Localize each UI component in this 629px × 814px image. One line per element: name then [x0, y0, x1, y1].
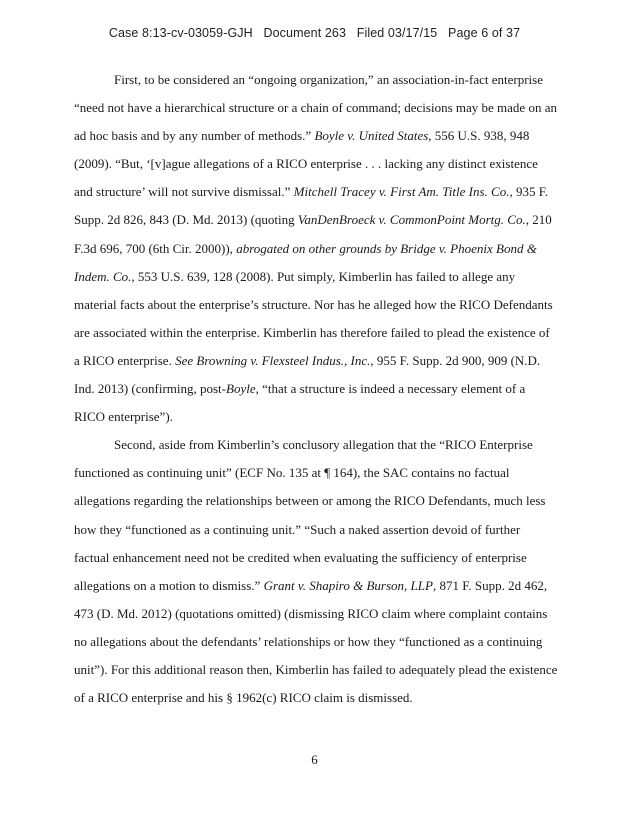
text-run: , 210 F.3d 696, 700 (6th Cir. 2000)), [74, 212, 552, 256]
page-number: 6 [311, 752, 318, 767]
citation-italic-run: VanDenBroeck v. CommonPoint Mortg. Co. [297, 212, 526, 228]
citation-italic-run: Grant v. Shapiro & Burson, LLP [263, 577, 433, 593]
paragraph [74, 431, 558, 712]
citation-italic-run: See Browning v. Flexsteel Indus., Inc. [175, 352, 371, 368]
body-paragraphs [74, 66, 558, 712]
citation-italic-run: Boyle [226, 381, 256, 397]
text-run: Second, aside from Kimberlin’s conclusory allegation that the “RICO Enterprise functioned as continuing unit” (ECF No. 135 at ¶ 164), the SAC contains no factual allegations regarding the relationships between or among the RICO Defendants, much less how they “functioned as a continuing unit.” “Such a naked assertion devoid of further factual enhancement need not be credited when evaluating the sufficiency of enterprise allegations on a motion to dismiss.” [74, 437, 546, 593]
text-run: , 553 U.S. 639, 128 (2008). Put simply, Kimberlin has failed to allege any material facts about the enterprise’s structure. Nor has he alleged how the RICO Defendants are associated within the enterprise. Kimberlin has therefore failed to plead the existence of a RICO enterprise. [74, 268, 553, 368]
text-run: , “that a structure is indeed a necessary element of a RICO enterprise”). [74, 381, 526, 425]
text-run: , 955 F. Supp. 2d 900, 909 (N.D. Ind. 2013) (confirming, post- [74, 352, 541, 397]
case-header-stamp: Case 8:13-cv-03059-GJH Document 263 Filed 03/17/15 Page 6 of 37 [108, 26, 521, 40]
citation-italic-run: abrogated on other grounds by Bridge v. Phoenix Bond & Indem. Co. [74, 240, 537, 284]
citation-italic-run: Mitchell Tracey v. First Am. Title Ins. Co. [293, 184, 510, 200]
text-run: , 871 F. Supp. 2d 462, 473 (D. Md. 2012) (quotations omitted) (dismissing RICO claim where complaint contains no allegations about the defendants’ relationships or how they “functioned as a continuing unit”). For this additional reason then, Kimberlin has failed to adequately plead the existence of a RICO enterprise and his § 1962(c) RICO claim is dismissed. [74, 577, 558, 706]
citation-italic-run: Boyle v. United States [314, 128, 429, 144]
text-run: , 556 U.S. 938, 948 (2009). “But, ‘[v]ague allegations of a RICO enterprise . . . lacking any distinct existence and structure’ will not survive dismissal.” [74, 128, 538, 200]
paragraph [74, 66, 558, 431]
text-run: First, to be considered an “ongoing organization,” an association-in-fact enterprise “need not have a hierarchical structure or a chain of command; decisions may be made on an ad hoc basis and by any number of methods.” [74, 72, 557, 144]
text-run: , 935 F. Supp. 2d 826, 843 (D. Md. 2013) (quoting [74, 184, 549, 228]
